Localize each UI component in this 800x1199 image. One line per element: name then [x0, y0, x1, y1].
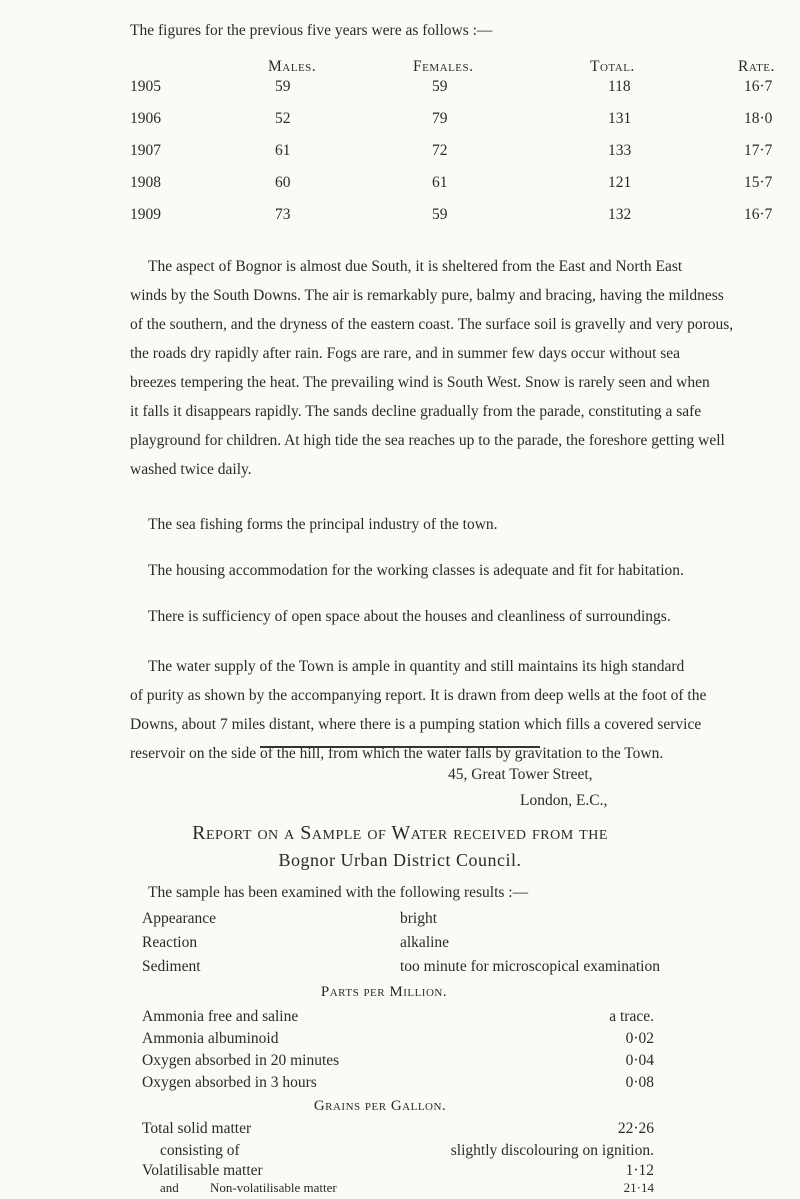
property-value: bright [400, 910, 438, 927]
property-label: Reaction [142, 934, 198, 951]
row-rate: 16·7 [744, 78, 773, 95]
property-label: Sediment [142, 958, 201, 975]
paragraph-space: There is sufficiency of open space about the houses and cleanliness of surroundings. [148, 608, 671, 625]
paragraph-line: The aspect of Bognor is almost due South, it is sheltered from the East and North East [148, 258, 683, 275]
total-solid-value: 22·26 [617, 1120, 654, 1137]
report-title: Report on a Sample of Water received from the [192, 822, 608, 844]
row-rate: 16·7 [744, 206, 773, 223]
table-intro: The figures for the previous five years were as follows :— [130, 22, 493, 39]
gpg-heading: Grains per Gallon. [313, 1098, 447, 1114]
section-divider [260, 746, 540, 748]
row-year: 1906 [130, 110, 161, 127]
row-total: 133 [608, 142, 632, 159]
paragraph-line: of the southern, and the dryness of the eastern coast. The surface soil is gravelly and very porous, [130, 316, 734, 333]
header-males: Males. [268, 58, 317, 75]
ppm-label: Oxygen absorbed in 20 minutes [142, 1052, 340, 1069]
report-intro: The sample has been examined with the following results :— [148, 884, 529, 901]
row-females: 59 [432, 78, 448, 95]
non-volatilisable-label: Non-volatilisable matter [210, 1180, 337, 1195]
row-males: 52 [275, 110, 291, 127]
paragraph-fishing: The sea fishing forms the principal industry of the town. [148, 516, 498, 533]
row-females: 72 [432, 142, 448, 159]
row-year: 1908 [130, 174, 161, 191]
table-row [0, 142, 800, 162]
report-subtitle: Bognor Urban District Council. [278, 850, 522, 870]
row-females: 79 [432, 110, 448, 127]
property-value: too minute for microscopical examination [400, 958, 660, 975]
row-males: 73 [275, 206, 291, 223]
ppm-label: Oxygen absorbed in 3 hours [142, 1074, 317, 1091]
row-total: 118 [608, 78, 631, 95]
consisting-label: consisting of [160, 1142, 240, 1159]
paragraph-housing: The housing accommodation for the working classes is adequate and fit for habitation. [148, 562, 684, 579]
row-year: 1905 [130, 78, 161, 95]
row-males: 61 [275, 142, 291, 159]
table-row [0, 110, 800, 130]
volatilisable-label: Volatilisable matter [142, 1162, 263, 1179]
paragraph-line: washed twice daily. [130, 461, 252, 478]
table-row [0, 174, 800, 194]
row-total: 121 [608, 174, 632, 191]
and-word: and [160, 1180, 179, 1195]
paragraph-line: reservoir on the side of the hill, from which the water falls by gravitation to the Town. [130, 745, 664, 762]
table-row [0, 78, 800, 98]
paragraph-line: playground for children. At high tide the sea reaches up to the parade, the foreshore getting well [130, 432, 725, 449]
paragraph-line: the roads dry rapidly after rain. Fogs are rare, and in summer few days occur without sea [130, 345, 681, 362]
address-line-2: London, E.C., [520, 792, 608, 809]
ppm-value: a trace. [609, 1008, 654, 1025]
row-females: 61 [432, 174, 448, 191]
row-year: 1907 [130, 142, 161, 159]
ppm-label: Ammonia albuminoid [142, 1030, 279, 1047]
non-volatilisable-value: 21·14 [623, 1180, 654, 1195]
paragraph-line: it falls it disappears rapidly. The sands decline gradually from the parade, constituting a safe [130, 403, 702, 420]
header-rate: Rate. [738, 58, 775, 75]
ppm-value: 0·08 [625, 1074, 654, 1091]
paragraph-line: breezes tempering the heat. The prevailing wind is South West. Snow is rarely seen and when [130, 374, 710, 391]
table-rows [0, 78, 800, 223]
row-males: 60 [275, 174, 291, 191]
row-total: 132 [608, 206, 632, 223]
volatilisable-value: 1·12 [625, 1162, 654, 1179]
address-line-1: 45, Great Tower Street, [448, 766, 593, 783]
ppm-heading: Parts per Million. [320, 984, 448, 1000]
paragraph-line: of purity as shown by the accompanying report. It is drawn from deep wells at the foot of the [130, 687, 707, 704]
table-row [0, 206, 800, 226]
property-value: alkaline [400, 934, 450, 951]
property-label: Appearance [142, 910, 217, 927]
paragraph-line: Downs, about 7 miles distant, where there is a pumping station which fills a covered service [130, 716, 702, 733]
ppm-label: Ammonia free and saline [142, 1008, 299, 1025]
header-total: Total. [590, 58, 635, 75]
header-females: Females. [413, 58, 474, 75]
ppm-value: 0·04 [625, 1052, 654, 1069]
paragraph-water [130, 652, 770, 768]
row-total: 131 [608, 110, 632, 127]
ppm-value: 0·02 [625, 1030, 654, 1047]
row-rate: 18·0 [744, 110, 773, 127]
row-females: 59 [432, 206, 448, 223]
row-rate: 17·7 [744, 142, 773, 159]
consisting-value: slightly discolouring on ignition. [450, 1142, 654, 1159]
paragraph-line: winds by the South Downs. The air is remarkably pure, balmy and bracing, having the mildness [130, 287, 724, 304]
paragraph-aspect [130, 252, 770, 484]
row-males: 59 [275, 78, 291, 95]
total-solid-label: Total solid matter [142, 1120, 252, 1137]
row-rate: 15·7 [744, 174, 773, 191]
row-year: 1909 [130, 206, 161, 223]
paragraph-line: The water supply of the Town is ample in quantity and still maintains its high standard [148, 658, 685, 675]
